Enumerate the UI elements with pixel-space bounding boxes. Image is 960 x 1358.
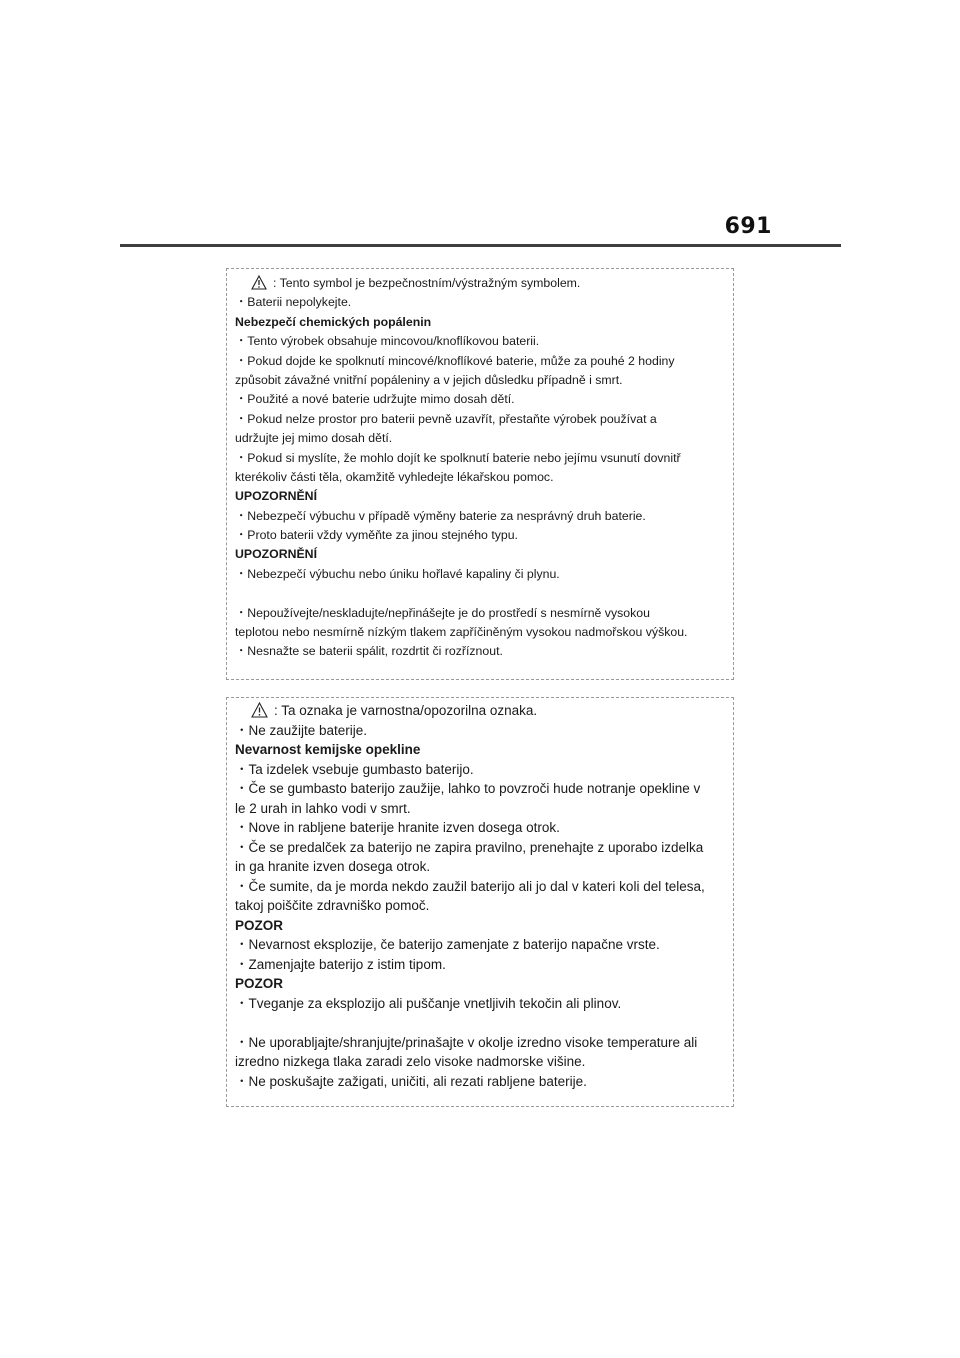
- list-item: ・Tento výrobek obsahuje mincovou/knoflíkovou baterii.: [235, 334, 540, 349]
- list-item: ・Če se predalček za baterijo ne zapira pravilno, prenehajte z uporabo izdelka: [235, 839, 704, 855]
- list-item: ・Ne poskušajte zažigati, uničiti, ali rezati rabljene baterije.: [235, 1073, 587, 1089]
- list-item: ・Pokud nelze prostor pro baterii pevně uzavřít, přestaňte výrobek používat a: [235, 411, 657, 426]
- list-item: ・Nebezpečí výbuchu v případě výměny baterie za nesprávný druh baterie.: [235, 508, 646, 523]
- list-item: ・Nesnažte se baterii spálit, rozdrtit či rozříznout.: [235, 644, 503, 659]
- list-item-continuation: in ga hranite izven dosega otrok.: [235, 859, 431, 874]
- list-item-continuation: takoj poiščite zdravniško pomoč.: [235, 898, 430, 913]
- list-item: ・Pokud si myslíte, že mohlo dojít ke spolknutí baterie nebo jejímu vsunutí dovnitř: [235, 450, 681, 465]
- list-item: ・Nepoužívejte/neskladujte/nepřinášejte je do prostředí s nesmírně vysokou: [235, 605, 650, 620]
- list-item: ・Pokud dojde ke spolknutí mincové/knoflíkové baterie, může za pouhé 2 hodiny: [235, 353, 675, 368]
- list-item: ・Použité a nové baterie udržujte mimo dosah dětí.: [235, 392, 515, 407]
- slovene-warning-box: [226, 697, 734, 1107]
- list-item: ・Tveganje za eksplozijo ali puščanje vnetljivih tekočin ali plinov.: [235, 995, 622, 1011]
- blank-line: [235, 1013, 725, 1033]
- warning-symbol-text: : Tento symbol je bezpečnostním/výstražným symbolem.: [273, 276, 581, 290]
- caution-heading: UPOZORNĚNÍ: [235, 547, 317, 562]
- list-item: ・Nebezpečí výbuchu nebo úniku hořlavé kapaliny či plynu.: [235, 566, 560, 581]
- blank-line: [235, 584, 725, 603]
- warning-symbol-text: : Ta oznaka je varnostna/opozorilna oznaka.: [274, 703, 538, 718]
- list-item-continuation: teplotou nebo nesmírně nízkým tlakem zapříčiněným vysokou nadmořskou výškou.: [235, 625, 688, 640]
- list-item-continuation: udržujte jej mimo dosah dětí.: [235, 431, 393, 446]
- section-heading: Nevarnost kemijske opekline: [235, 742, 421, 757]
- list-item: ・Ne zaužijte baterije.: [235, 722, 368, 738]
- list-item: ・Nevarnost eksplozije, če baterijo zamenjate z baterijo napačne vrste.: [235, 937, 660, 952]
- list-item: ・Nove in rabljene baterije hranite izven dosega otrok.: [235, 820, 560, 835]
- caution-heading: POZOR: [235, 976, 284, 991]
- warning-symbol-line: [235, 274, 725, 293]
- list-item: ・Baterii nepolykejte.: [235, 295, 352, 310]
- czech-warning-box: [226, 268, 734, 680]
- list-item: ・Ne uporabljajte/shranjujte/prinašajte v okolje izredno visoke temperature ali: [235, 1034, 698, 1050]
- caution-heading: POZOR: [235, 917, 284, 933]
- list-item: ・Proto baterii vždy vyměňte za jinou stejného typu.: [235, 528, 518, 543]
- warning-symbol-line: [235, 701, 725, 721]
- list-item: ・Zamenjajte baterijo z istim tipom.: [235, 956, 446, 972]
- section-heading: Nebezpečí chemických popálenin: [235, 314, 432, 329]
- list-item: ・Če sumite, da je morda nekdo zaužil baterijo ali jo dal v kateri koli del telesa,: [235, 878, 705, 894]
- list-item-continuation: kterékoliv části těla, okamžitě vyhledejte lékařskou pomoc.: [235, 469, 554, 484]
- page-number: 691: [724, 214, 772, 239]
- list-item-continuation: le 2 urah in lahko vodi v smrt.: [235, 800, 411, 816]
- header-rule: [120, 244, 841, 247]
- caution-heading: UPOZORNĚNÍ: [235, 489, 317, 504]
- list-item: ・Ta izdelek vsebuje gumbasto baterijo.: [235, 761, 474, 777]
- list-item: ・Če se gumbasto baterijo zaužije, lahko to povzroči hude notranje opekline v: [235, 781, 701, 796]
- list-item-continuation: izredno nizkega tlaka zaradi zelo visoke nadmorske višine.: [235, 1054, 586, 1069]
- list-item-continuation: způsobit závažné vnitřní popáleniny a v jejich důsledku případně i smrt.: [235, 372, 623, 387]
